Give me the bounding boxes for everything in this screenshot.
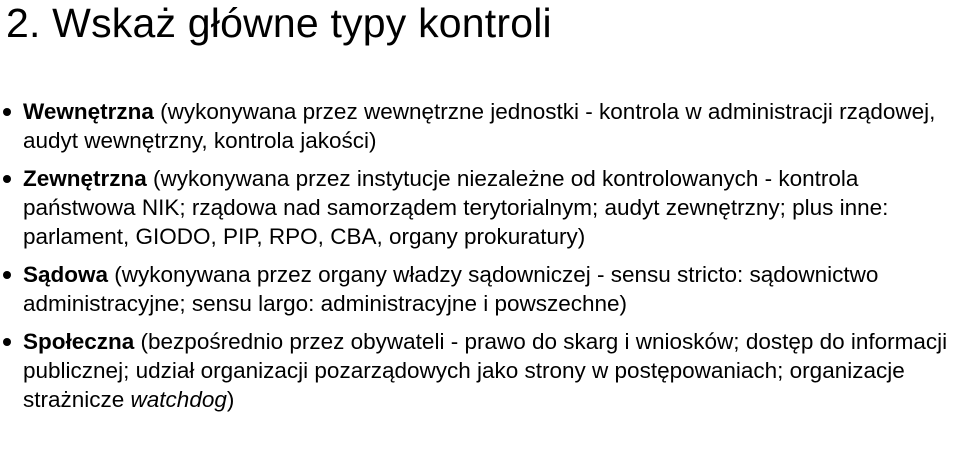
bullet-dot-icon: [3, 271, 11, 279]
bullet-text: (wykonywana przez organy władzy sądowniczej - sensu stricto: sądownictwo administracyjne; sensu largo: administracyjne i powszechne): [23, 262, 879, 316]
bullet-text: (wykonywana przez wewnętrzne jednostki - kontrola w administracji rządowej, audyt wewnętrzny, kontrola jakości): [23, 99, 936, 153]
bullet-italic-term: watchdog: [130, 387, 227, 412]
bullet-term: Społeczna: [23, 329, 135, 354]
bullet-item-spoleczna: [0, 327, 960, 414]
bullet-item-wewnetrzna: [0, 97, 960, 155]
bullet-list: [0, 97, 960, 423]
bullet-dot-icon: [3, 338, 11, 346]
bullet-tail: ): [226, 387, 235, 412]
bullet-text: (wykonywana przez instytucje niezależne od kontrolowanych - kontrola państwowa NIK; rządowa nad samorządem terytorialnym; audyt zewnętrzny; plus inne: parlament, GIODO, PIP, RPO, CBA, organy prokuratury): [23, 166, 889, 249]
bullet-item-sadowa: [0, 260, 960, 318]
bullet-term: Zewnętrzna: [23, 166, 147, 191]
bullet-dot-icon: [3, 175, 11, 183]
slide-title: 2. Wskaż główne typy kontroli: [6, 0, 552, 46]
bullet-term: Sądowa: [23, 262, 109, 287]
bullet-dot-icon: [3, 108, 11, 116]
bullet-item-zewnetrzna: [0, 164, 960, 251]
bullet-text: (bezpośrednio przez obywateli - prawo do skarg i wniosków; dostęp do informacji publicznej; udział organizacji pozarządowych jako strony w postępowaniach; organizacje strażnicze: [23, 329, 948, 412]
bullet-term: Wewnętrzna: [23, 99, 154, 124]
